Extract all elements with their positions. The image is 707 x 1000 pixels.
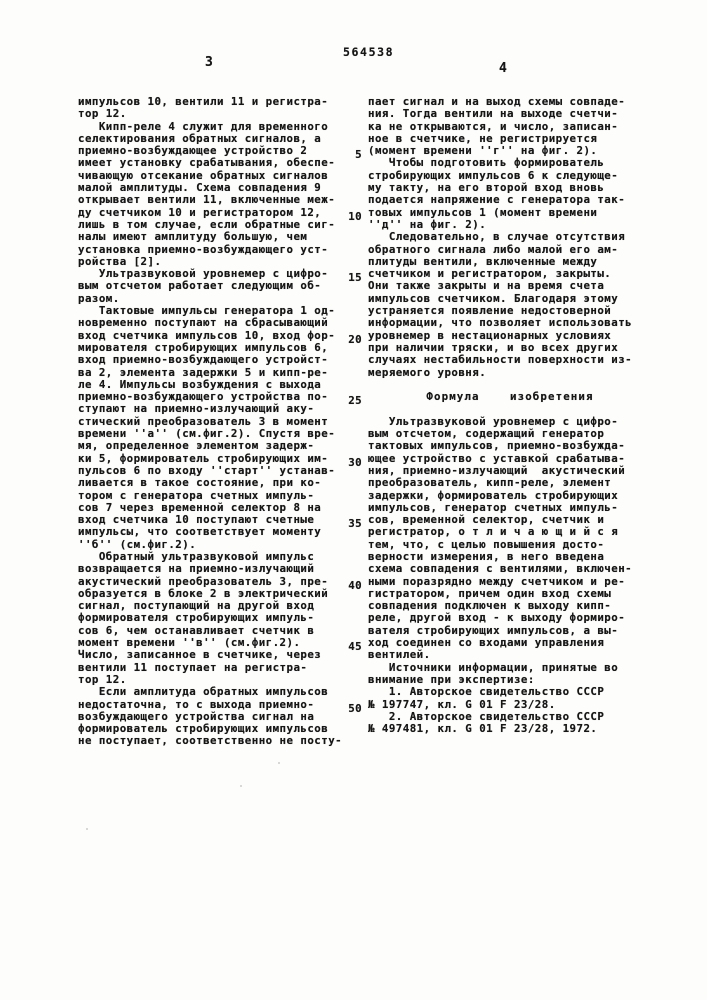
text-line: импульсов счетчиком. Благодаря этому <box>368 291 619 305</box>
text-line: 1. Авторское свидетельство СССР <box>368 685 605 699</box>
text-line: образуется в блоке 2 в электрический <box>78 586 329 600</box>
text-line: Следовательно, в случае отсутствия <box>368 230 626 244</box>
scan-speckle <box>86 828 88 830</box>
text-line: вателя стробирующих импульсов, а вы- <box>368 623 619 637</box>
text-line: Число, записанное в счетчике, через <box>78 648 322 662</box>
text-line: сов 7 через временной селектор 8 на <box>78 500 322 514</box>
text-line: верности измерения, в него введена <box>368 549 605 563</box>
text-line: Обратный ультразвуковой импульс <box>78 549 315 563</box>
text-line: установка приемно-возбуждающего уст- <box>78 242 329 256</box>
text-line: вентили 11 поступает на регистра- <box>78 660 308 674</box>
text-line: ливается в такое состояние, при ко- <box>78 476 322 490</box>
gutter-line-number: 50 <box>348 701 362 715</box>
text-line: меряемого уровня. <box>368 365 487 379</box>
text-line: малой амплитуды. Схема совпадения 9 <box>78 181 322 195</box>
text-line: тор 12. <box>78 672 127 686</box>
scan-speckle <box>278 762 280 764</box>
text-line: 2. Авторское свидетельство СССР <box>368 709 605 723</box>
text-line: лишь в том случае, если обратные сиг- <box>78 217 336 231</box>
text-line: устраняется появление недостоверной <box>368 304 612 318</box>
text-line: Тактовые импульсы генератора 1 од- <box>78 304 336 318</box>
text-line: ющее устройство с уставкой срабатыва- <box>368 451 626 465</box>
text-line: Ультразвуковой уровнемер с цифро- <box>368 414 619 428</box>
text-line: вым отсчетом работает следующим об- <box>78 279 322 293</box>
text-line: импульсов 10, вентили 11 и регистра- <box>78 95 329 108</box>
text-line: возвращается на приемно-излучающий <box>78 562 315 576</box>
text-line: налы имеют амплитуду большую, чем <box>78 230 308 244</box>
text-line: тактовых импульсов, приемно-возбужда- <box>368 439 626 453</box>
patent-number: 564538 <box>343 45 395 59</box>
text-line: акустический преобразователь 3, пре- <box>78 574 329 588</box>
left-text-column <box>78 96 356 748</box>
text-line: тором с генератора счетных импуль- <box>78 488 315 502</box>
text-line: Кипп-реле 4 служит для временного <box>78 119 329 133</box>
text-line: новременно поступают на сбрасывающий <box>78 316 329 330</box>
text-line: стический преобразователь 3 в момент <box>78 414 329 428</box>
text-line: случаях нестабильности поверхности из- <box>368 353 633 367</box>
text-line: времени ''а'' (см.фиг.2). Спустя вре- <box>78 427 336 441</box>
text-line: № 197747, кл. G 01 F 23/28. <box>368 697 556 711</box>
scan-speckle <box>240 785 242 787</box>
text-line: разом. <box>78 291 120 305</box>
text-line: имеет установку срабатывания, обеспе- <box>78 156 336 170</box>
text-line: информации, что позволяет использовать <box>368 316 633 330</box>
text-line <box>368 403 652 415</box>
text-line: стробирующих импульсов 6 к следующе- <box>368 168 619 182</box>
text-line: чивающую отсекание обратных сигналов <box>78 168 329 182</box>
text-line: тем, что, с целью повышения досто- <box>368 537 605 551</box>
text-line: формирователь стробирующих импульсов <box>78 722 329 736</box>
text-line: пает сигнал и на выход схемы совпаде- <box>368 95 626 108</box>
text-line: вход счетчика 10 поступают счетные <box>78 513 315 527</box>
text-line: вентилей. <box>368 648 431 662</box>
text-line: ду счетчиком 10 и регистратором 12, <box>78 205 322 219</box>
text-line: Источники информации, принятые во <box>368 660 619 674</box>
text-line: му такту, на его второй вход вновь <box>368 181 605 195</box>
text-line: сов, временной селектор, счетчик и <box>368 513 605 527</box>
text-line: счетчиком и регистратором, закрыты. <box>368 267 612 281</box>
text-line: сов 6, чем останавливает счетчик в <box>78 623 315 637</box>
text-line: ступают на приемно-излучающий аку- <box>78 402 315 416</box>
text-line: ле 4. Импульсы возбуждения с выхода <box>78 377 322 391</box>
text-line: момент времени ''в'' (см.фиг.2). <box>78 636 301 650</box>
text-line: возбуждающего устройства сигнал на <box>78 709 315 723</box>
text-line: не поступает, соответственно не посту- <box>78 734 343 748</box>
text-line: (момент времени ''г'' на фиг. 2). <box>368 144 598 158</box>
text-line: плитуды вентили, включенные между <box>368 254 598 268</box>
gutter-line-number: 5 <box>355 148 362 162</box>
text-line: реле, другой вход - к выходу формиро- <box>368 611 626 625</box>
text-line: Ультразвуковой уровнемер с цифро- <box>78 267 329 281</box>
text-line: недостаточна, то с выхода приемно- <box>78 697 315 711</box>
text-line: приемно-возбуждающее устройство 2 <box>78 144 308 158</box>
text-line: при наличии тряски, и во всех других <box>368 340 619 354</box>
text-line: схема совпадения с вентилями, включен- <box>368 562 633 576</box>
gutter-line-number: 15 <box>348 271 362 285</box>
text-line: ва 2, элемента задержки 5 и кипп-ре- <box>78 365 329 379</box>
text-line: ными поразрядно между счетчиком и ре- <box>368 574 626 588</box>
text-line: ''б'' (см.фиг.2). <box>78 537 197 551</box>
text-line: вход приемно-возбуждающего устройст- <box>78 353 329 367</box>
text-line: открывает вентили 11, включенные меж- <box>78 193 336 207</box>
text-line: ния. Тогда вентили на выходе счетчи- <box>368 107 619 121</box>
page-number-right: 4 <box>499 61 507 76</box>
text-line: селектирования обратных сигналов, а <box>78 131 322 145</box>
text-line: импульсов, генератор счетных импуль- <box>368 500 619 514</box>
text-line: Они также закрыты и на время счета <box>368 279 605 293</box>
page-number-left: 3 <box>205 55 213 70</box>
text-line: регистратор, о т л и ч а ю щ и й с я <box>368 525 619 539</box>
text-line: обратного сигнала либо малой его ам- <box>368 242 619 256</box>
text-line: вым отсчетом, содержащий генератор <box>368 427 605 441</box>
text-line: формирователя стробирующих импуль- <box>78 611 315 625</box>
text-line: тор 12. <box>78 107 127 121</box>
text-line: ное в счетчике, не регистрируется <box>368 131 598 145</box>
text-line: уровнемер в нестационарных условиях <box>368 328 612 342</box>
gutter-line-number: 20 <box>348 332 362 346</box>
text-line: мя, определенное элементом задерж- <box>78 439 315 453</box>
text-line: ка не открываются, и число, записан- <box>368 119 619 133</box>
gutter-line-number: 40 <box>348 578 362 592</box>
text-line: ки 5, формирователь стробирующих им- <box>78 451 329 465</box>
text-line: преобразователь, кипп-реле, элемент <box>368 476 612 490</box>
text-line: задержки, формирователь стробирующих <box>368 488 619 502</box>
gutter-line-number: 10 <box>348 209 362 223</box>
gutter-line-number: 45 <box>348 640 362 654</box>
text-line: товых импульсов 1 (момент времени <box>368 205 598 219</box>
text-line: Чтобы подготовить формирователь <box>368 156 605 170</box>
gutter-line-number: 35 <box>348 517 362 531</box>
text-line: подается напряжение с генератора так- <box>368 193 626 207</box>
text-line: ния, приемно-излучающий акустический <box>368 463 626 477</box>
text-line: ройства [2]. <box>78 254 162 268</box>
text-line: гистратором, причем один вход схемы <box>368 586 612 600</box>
text-line: приемно-возбуждающего устройства по- <box>78 390 329 404</box>
gutter-line-number: 25 <box>348 394 362 408</box>
text-line: импульсы, что соответствует моменту <box>78 525 322 539</box>
right-text-column <box>368 96 652 735</box>
text-line: ''д'' на фиг. 2). <box>368 217 487 231</box>
text-line: пульсов 6 по входу ''старт'' устанав- <box>78 463 336 477</box>
text-line: мирователя стробирующих импульсов 6, <box>78 340 329 354</box>
text-line: совпадения подключен к выходу кипп- <box>368 599 612 613</box>
text-line: ход соединен со входами управления <box>368 636 605 650</box>
text-line: внимание при экспертизе: <box>368 672 535 686</box>
text-line: Если амплитуда обратных импульсов <box>78 685 329 699</box>
text-line: вход счетчика импульсов 10, вход фор- <box>78 328 336 342</box>
text-line: № 497481, кл. G 01 F 23/28, 1972. <box>368 722 598 736</box>
gutter-line-number: 30 <box>348 455 362 469</box>
section-heading: Формула изобретения <box>426 390 594 404</box>
text-line: сигнал, поступающий на другой вход <box>78 599 315 613</box>
